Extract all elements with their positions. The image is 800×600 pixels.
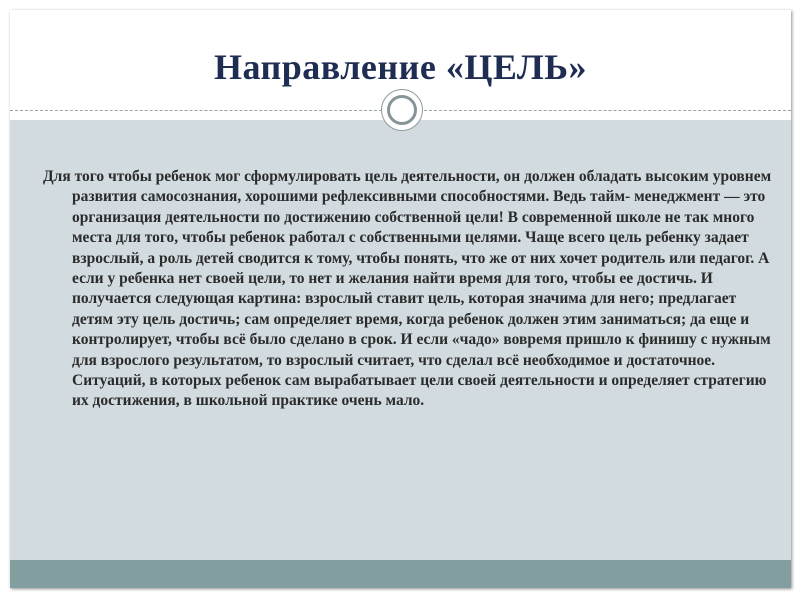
slide-body-panel [10, 120, 791, 560]
slide-body-text: Для того чтобы ребенок мог сформулировать цель деятельности, он должен обладать высоким уровнем развития самосознания, хорошими рефлексивными способностями. Ведь тайм- менеджмент — это организация деятельности по достижению собственной цели! В современной школе не так много места для того, чтобы ребенок работал с собственными целями. Чаще всего цель ребенку задает взрослый, а роль детей сводится к тому, чтобы понять, что же от них хочет родитель или педагог. А если у ребенка нет своей цели, то нет и желания найти время для того, чтобы ее достичь. И получается следующая картина: взрослый ставит цель, которая значима для него; предлагает детям эту цель достичь; сам определяет время, когда ребенок должен этим заниматься; да еще и контролирует, чтобы всё было сделано в срок. И если «чадо» вовремя пришло к финишу с нужным для взрослого результатом, то взрослый считает, что сделал всё необходимое и достаточное. Ситуаций, в которых ребенок сам вырабатывает цели своей деятельности и определяет стратегию их достижения, в школьной практике очень мало. [43, 168, 772, 410]
slide [10, 10, 791, 588]
ring-ornament-icon [381, 89, 423, 131]
footer-bar [10, 560, 791, 588]
slide-title: Направление «ЦЕЛЬ» [213, 47, 588, 87]
